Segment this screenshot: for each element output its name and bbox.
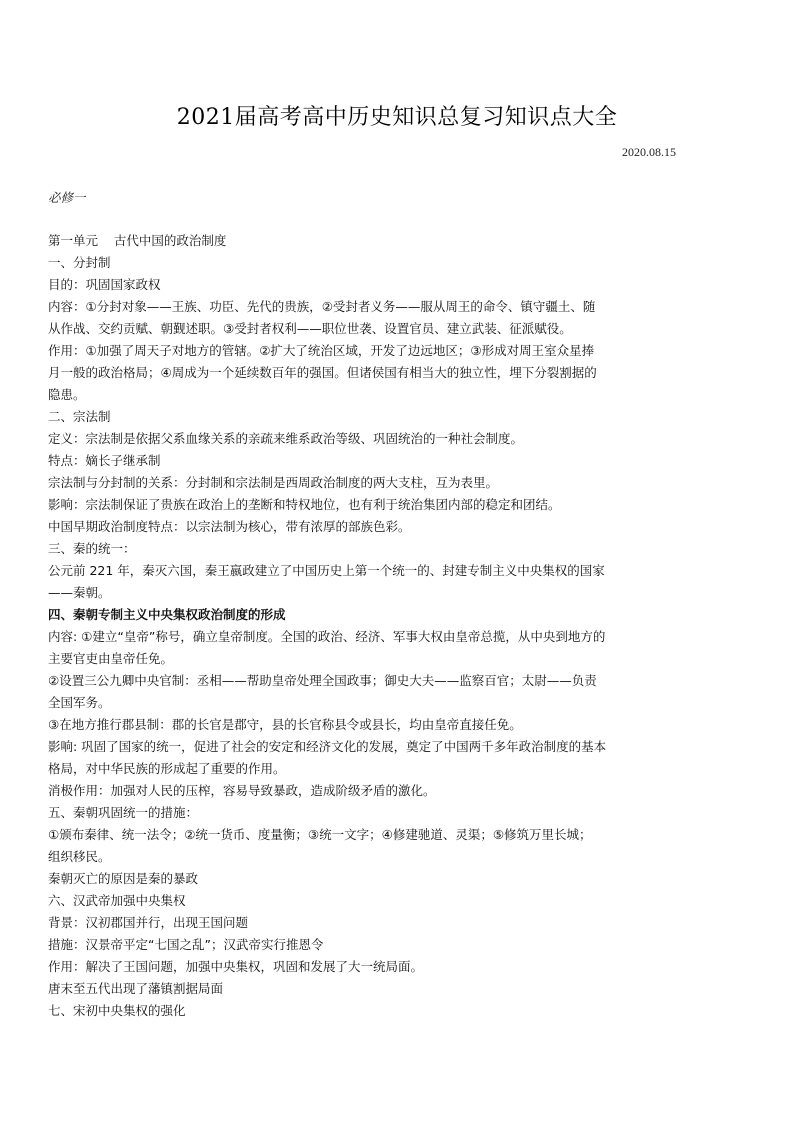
text-line: 措施：汉景帝平定“七国之乱”；汉武帝实行推恩令: [48, 937, 324, 952]
text-line: 中国早期政治制度特点：以宗法制为核心，带有浓厚的部族色彩。: [48, 519, 411, 534]
text-line: 作用：解决了王国问题，加强中央集权，巩固和发展了大一统局面。: [48, 959, 424, 974]
document-date: 2020.08.15: [622, 145, 676, 159]
text-line: 组织移民。: [48, 849, 111, 864]
text-line: 宗法制与分封制的关系：分封制和宗法制是西周政治制度的两大支柱，互为表里。: [48, 475, 499, 490]
text-line: 定义：宗法制是依据父系血缘关系的亲疏来维系政治等级、巩固统治的一种社会制度。: [48, 431, 524, 446]
document-title: 2021届高考高中历史知识总复习知识点大全: [176, 105, 618, 130]
text-line: 目的：巩固国家政权: [48, 277, 161, 292]
text-line: 作用：①加强了周天子对地方的管辖。②扩大了统治区域，开发了边远地区；③形成对周王室众星捧: [48, 343, 595, 358]
text-line: 影响: 巩固了国家的统一，促进了社会的安定和经济文化的发展，奠定了中国两千多年政治制度的基本: [48, 739, 607, 754]
required-label: 必修一: [48, 190, 86, 205]
text-line: 格局，对中华民族的形成起了重要的作用。: [48, 761, 286, 776]
text-line: 主要官吏由皇帝任免。: [48, 651, 174, 666]
text-line: 从作战、交约贡赋、朝觐述职。③受封者权利——职位世袭、设置官员、建立武装、征派赋役。: [48, 321, 572, 336]
text-line: 五、秦朝巩固统一的措施：: [48, 805, 199, 820]
text-line: 第一单元 古代中国的政治制度: [48, 233, 227, 248]
text-line: ③在地方推行郡县制：郡的长官是郡守，县的长官称县令或县长，均由皇帝直接任免。: [48, 717, 522, 732]
text-line: ②设置三公九卿中央官制：丞相——帮助皇帝处理全国政事；御史大夫——监察百官；太尉——负责: [48, 673, 597, 688]
text-line: 月一般的政治格局；④周成为一个延续数百年的强国。但诸侯国有相当大的独立性，埋下分裂割据的: [48, 365, 597, 380]
text-line: 影响：宗法制保证了贵族在政治上的垄断和特权地位，也有利于统治集团内部的稳定和团结。: [48, 497, 561, 512]
text-line: 七、宋初中央集权的强化: [48, 1003, 186, 1018]
document-body: [48, 230, 680, 1022]
text-line: 四、秦朝专制主义中央集权政治制度的形成: [48, 607, 286, 622]
text-line: 特点：嫡长子继承制: [48, 453, 161, 468]
text-line: 全国军务。: [48, 695, 111, 710]
text-line: 内容：①分封对象——王族、功臣、先代的贵族，②受封者义务——服从周王的命令、镇守疆土、随: [48, 299, 596, 314]
text-line: 背景：汉初郡国并行，出现王国问题: [48, 915, 249, 930]
text-line: 公元前 221 年，秦灭六国，秦王嬴政建立了中国历史上第一个统一的、封建专制主义中央集权的国家: [48, 563, 605, 578]
text-line: ——秦朝。: [48, 585, 111, 600]
text-line: 六、汉武帝加强中央集权: [48, 893, 186, 908]
text-line: 二、宗法制: [48, 409, 111, 424]
text-line: 内容: ①建立“皇帝”称号，确立皇帝制度。全国的政治、经济、军事大权由皇帝总揽，从中央到地方的: [48, 629, 606, 644]
text-line: 一、分封制: [48, 255, 111, 270]
text-line: 三、秦的统一：: [48, 541, 136, 556]
text-line: 唐末至五代出现了藩镇割据局面: [48, 981, 224, 996]
text-line: 秦朝灭亡的原因是秦的暴政: [48, 871, 199, 886]
text-line: 消极作用：加强对人民的压榨，容易导致暴政，造成阶级矛盾的激化。: [48, 783, 436, 798]
text-line: 隐患。: [48, 387, 86, 402]
text-line: ①颁布秦律、统一法令；②统一货币、度量衡；③统一文字；④修建驰道、灵渠；⑤修筑万里长城；: [48, 827, 592, 842]
